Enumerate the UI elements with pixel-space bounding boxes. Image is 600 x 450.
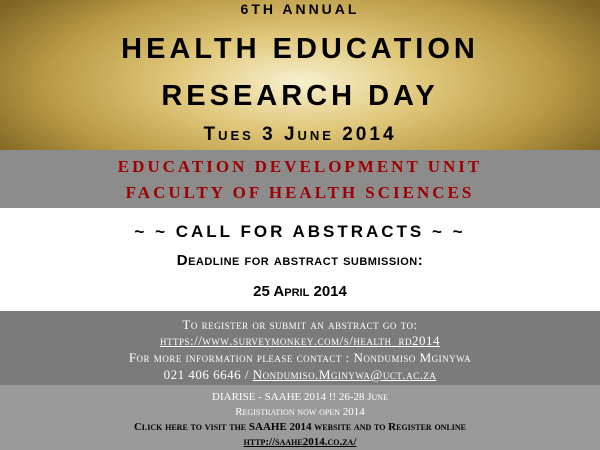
phone-number: 021 406 6646 / xyxy=(163,367,249,382)
event-date: Tues 3 June 2014 xyxy=(203,124,397,145)
deadline-label: Deadline for abstract submission: xyxy=(176,252,424,269)
saahe-diarise: DIARISE - SAAHE 2014 !! 26-28 June xyxy=(212,391,388,403)
contact-intro: For more information please contact : Nondumiso Mginywa xyxy=(128,350,472,365)
saahe-cta[interactable]: Click here to visit the SAAHE 2014 website and to Register online xyxy=(133,421,467,433)
email-link[interactable]: Nondumiso.Mginywa@uct.ac.za xyxy=(252,367,437,382)
survey-link[interactable]: https://www.surveymonkey.com/s/health_rd2014 xyxy=(159,333,440,348)
title-line-2: RESEARCH DAY xyxy=(161,80,439,112)
call-heading: ~ ~ CALL FOR ABSTRACTS ~ ~ xyxy=(134,222,466,241)
unit-name: EDUCATION DEVELOPMENT UNIT xyxy=(117,157,483,176)
saahe-link[interactable]: http://saahe2014.co.za/ xyxy=(243,436,357,448)
title-line-1: HEALTH EDUCATION xyxy=(121,33,479,65)
deadline-date: 25 April 2014 xyxy=(253,283,347,300)
contact-line xyxy=(0,367,600,383)
edition-label: 6TH ANNUAL xyxy=(240,1,360,17)
faculty-name: FACULTY OF HEALTH SCIENCES xyxy=(125,183,475,202)
register-intro: To register or submit an abstract go to: xyxy=(182,317,418,332)
saahe-registration: Registration now open 2014 xyxy=(235,406,365,418)
